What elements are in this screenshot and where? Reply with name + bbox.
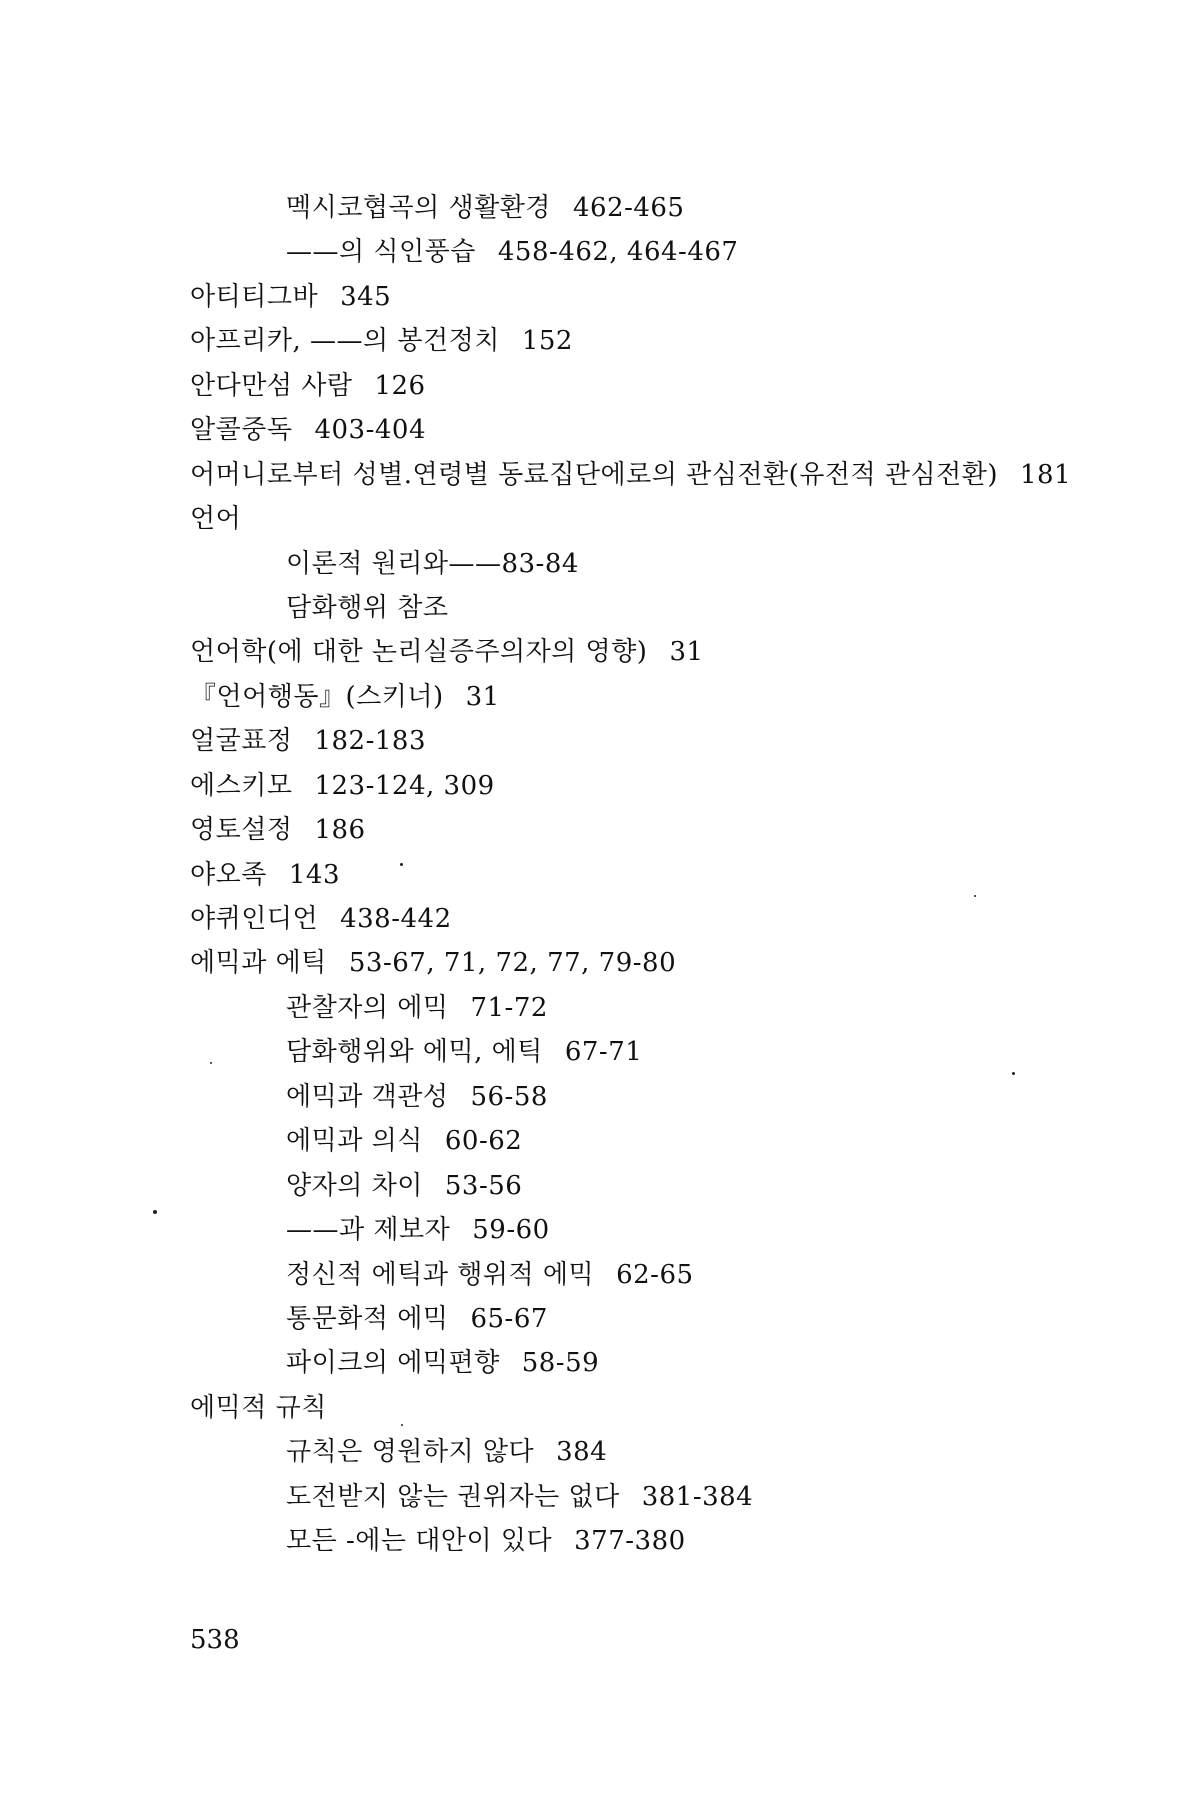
index-entry [0, 1208, 1200, 1252]
index-pages: 60-62 [444, 1126, 523, 1157]
index-term: 아프리카, ——의 봉건정치 [190, 326, 500, 357]
index-pages: 152 [521, 326, 573, 357]
index-pages: 458-462, 464-467 [497, 237, 739, 268]
index-term: 도전받지 않는 권위자는 없다 [286, 1481, 620, 1512]
index-term: 에믹과 의식 [286, 1126, 423, 1157]
index-pages: 384 [556, 1437, 608, 1468]
index-entry [0, 1075, 1200, 1119]
index-term: 에믹적 규칙 [190, 1392, 327, 1423]
index-term: 담화행위 참조 [286, 592, 449, 623]
index-term: 양자의 차이 [286, 1170, 423, 1201]
scan-speck [210, 1062, 212, 1064]
index-pages: 53-67, 71, 72, 77, 79-80 [348, 948, 677, 979]
index-pages: 345 [340, 281, 392, 312]
index-term: 『언어행동』(스키너) [190, 681, 444, 712]
index-term: 어머니로부터 성별.연령별 동료집단에로의 관심전환(유전적 관심전환) [190, 459, 998, 490]
index-term: 얼굴표정 [190, 726, 293, 757]
index-term: 에믹과 객관성 [286, 1081, 449, 1112]
index-pages: 67-71 [564, 1037, 643, 1068]
index-pages: 123-124, 309 [314, 770, 495, 801]
index-entry [0, 1386, 1200, 1430]
index-term: 멕시코협곡의 생활환경 [286, 193, 551, 223]
index-entry [0, 542, 1200, 586]
scan-speck [153, 1210, 157, 1214]
index-term: 에믹과 에틱 [190, 948, 327, 979]
index-entry [0, 675, 1200, 719]
index-pages: 56-58 [470, 1081, 548, 1112]
index-pages: 182-183 [314, 726, 427, 757]
index-term: 아티티그바 [190, 281, 319, 312]
index-term: 에스키모 [190, 770, 293, 801]
index-pages: 31 [465, 681, 500, 712]
index-pages: 53-56 [444, 1170, 523, 1201]
index-term: 야오족 [190, 859, 267, 890]
index-entry [0, 808, 1200, 852]
index-pages: 59-60 [472, 1215, 550, 1246]
scan-speck [1012, 1072, 1015, 1075]
index-pages: 62-65 [616, 1259, 694, 1290]
index-term: 정신적 에틱과 행위적 에믹 [286, 1259, 595, 1290]
index-entry [0, 1430, 1200, 1474]
index-term: 모든 -에는 대안이 있다 [286, 1526, 553, 1557]
index-pages: 31 [669, 637, 704, 668]
index-entry [0, 1519, 1200, 1563]
index-entry [0, 853, 1200, 897]
index-term: 담화행위와 에믹, 에틱 [286, 1037, 543, 1068]
index-entry [0, 1341, 1200, 1385]
index-list [0, 186, 1200, 1564]
index-term: 파이크의 에믹편향 [286, 1348, 500, 1379]
index-entry [0, 230, 1200, 274]
index-entry [0, 1119, 1200, 1163]
index-pages: 186 [314, 815, 366, 846]
index-term: ——과 제보자 [286, 1215, 451, 1246]
index-term: 언어학(에 대한 논리실증주의자의 영향) [190, 637, 648, 668]
index-pages: 126 [374, 370, 426, 401]
index-pages: 377-380 [574, 1526, 686, 1557]
scan-speck [401, 1424, 403, 1426]
index-entry [0, 1297, 1200, 1341]
index-entry [0, 586, 1200, 630]
index-term: 이론적 원리와——83-84 [286, 548, 579, 579]
index-entry [0, 364, 1200, 408]
index-entry [0, 986, 1200, 1030]
index-term: 알콜중독 [190, 415, 293, 446]
index-pages: 71-72 [470, 992, 548, 1023]
index-entry [0, 941, 1200, 985]
index-pages: 143 [288, 859, 340, 890]
index-pages: 65-67 [470, 1303, 548, 1334]
index-entry [0, 897, 1200, 941]
index-pages: 462-465 [572, 193, 685, 223]
scan-speck [974, 895, 976, 897]
index-entry [0, 719, 1200, 763]
index-entry [0, 1164, 1200, 1208]
index-pages: 58-59 [521, 1348, 600, 1379]
index-entry [0, 1253, 1200, 1297]
index-term: 언어 [190, 504, 242, 535]
index-term: 야퀴인디언 [190, 904, 319, 934]
index-entry [0, 408, 1200, 452]
index-entry [0, 453, 1200, 497]
index-entry [0, 186, 1200, 230]
index-entry [0, 1030, 1200, 1074]
index-pages: 181 [1019, 459, 1072, 490]
index-term: 규칙은 영원하지 않다 [286, 1437, 535, 1468]
index-term: 통문화적 에믹 [286, 1303, 449, 1334]
index-entry [0, 319, 1200, 363]
index-term: ——의 식인풍습 [286, 237, 476, 268]
index-pages: 403-404 [314, 415, 427, 446]
scan-speck [400, 863, 403, 866]
index-entry [0, 497, 1200, 541]
index-term: 영토설정 [190, 815, 293, 846]
index-pages: 381-384 [641, 1481, 754, 1512]
index-entry [0, 764, 1200, 808]
index-entry [0, 275, 1200, 319]
index-entry [0, 1475, 1200, 1519]
index-entry [0, 630, 1200, 674]
index-term: 관찰자의 에믹 [286, 992, 449, 1023]
index-term: 안다만섬 사람 [190, 370, 353, 401]
index-pages: 438-442 [340, 904, 452, 934]
page-number: 538 [190, 1625, 240, 1655]
